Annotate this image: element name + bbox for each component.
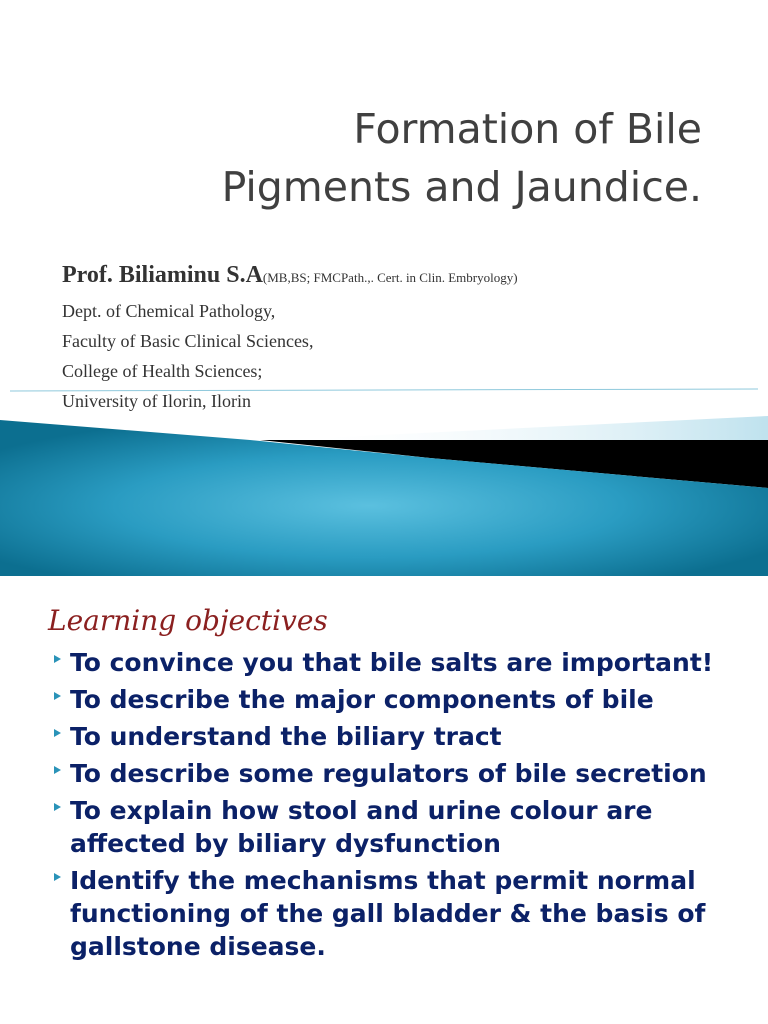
triangle-bullet-icon bbox=[54, 766, 61, 774]
affiliation-department: Dept. of Chemical Pathology, bbox=[62, 301, 276, 321]
objective-text: To understand the biliary tract bbox=[70, 722, 502, 751]
objective-text: To convince you that bile salts are important! bbox=[70, 648, 714, 677]
objective-text: Identify the mechanisms that permit normal functioning of the gall bladder & the basis of gallstone disease. bbox=[70, 866, 706, 961]
author-line bbox=[62, 262, 518, 296]
objective-item bbox=[52, 683, 742, 716]
objective-item bbox=[52, 864, 742, 963]
triangle-bullet-icon bbox=[54, 692, 61, 700]
objective-item bbox=[52, 794, 742, 860]
affiliation-university: University of Ilorin, Ilorin bbox=[62, 391, 251, 411]
objective-item bbox=[52, 720, 742, 753]
author-name: Prof. Biliaminu S.A bbox=[62, 262, 263, 288]
objective-text: To describe the major components of bile bbox=[70, 685, 654, 714]
objective-text: To explain how stool and urine colour are affected by biliary dysfunction bbox=[70, 796, 653, 858]
triangle-bullet-icon bbox=[54, 873, 61, 881]
objective-item bbox=[52, 757, 742, 790]
divider-line bbox=[10, 389, 758, 391]
objectives-heading: Learning objectives bbox=[48, 604, 328, 637]
triangle-bullet-icon bbox=[54, 729, 61, 737]
objective-item bbox=[52, 646, 742, 679]
objective-text: To describe some regulators of bile secretion bbox=[70, 759, 707, 788]
title-line-1: Formation of Bile bbox=[353, 105, 702, 153]
objectives-slide bbox=[0, 576, 768, 1024]
title-line-2: Pigments and Jaundice. bbox=[221, 163, 702, 211]
light-wedge bbox=[320, 416, 768, 440]
author-qualifications: (MB,BS; FMCPath.,. Cert. in Clin. Embryology) bbox=[262, 270, 518, 285]
affiliation-college: College of Health Sciences; bbox=[62, 361, 263, 381]
triangle-bullet-icon bbox=[54, 655, 61, 663]
triangle-bullet-icon bbox=[54, 803, 61, 811]
affiliation-faculty: Faculty of Basic Clinical Sciences, bbox=[62, 331, 314, 351]
decorative-band bbox=[0, 380, 768, 576]
objectives-list bbox=[52, 646, 742, 967]
slide-title bbox=[62, 100, 702, 216]
